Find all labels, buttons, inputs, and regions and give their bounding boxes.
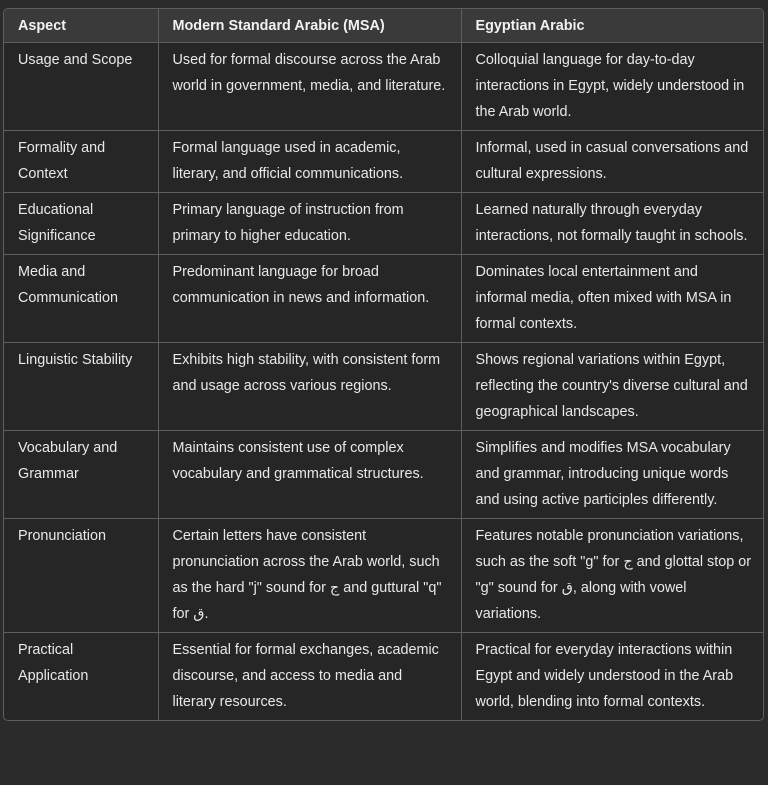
comparison-table-container bbox=[3, 8, 764, 721]
cell-egyptian-arabic: Learned naturally through everyday interactions, not formally taught in schools. bbox=[461, 193, 763, 255]
table-row bbox=[4, 343, 763, 431]
table-row bbox=[4, 633, 763, 721]
cell-msa: Used for formal discourse across the Arab world in government, media, and literature. bbox=[158, 43, 461, 131]
cell-egyptian-arabic: Simplifies and modifies MSA vocabulary and grammar, introducing unique words and using active participles differently. bbox=[461, 431, 763, 519]
table-row bbox=[4, 519, 763, 633]
cell-msa: Primary language of instruction from primary to higher education. bbox=[158, 193, 461, 255]
cell-msa: Essential for formal exchanges, academic discourse, and access to media and literary resources. bbox=[158, 633, 461, 721]
cell-egyptian-arabic: Practical for everyday interactions within Egypt and widely understood in the Arab world, blending into formal contexts. bbox=[461, 633, 763, 721]
cell-aspect: Usage and Scope bbox=[4, 43, 158, 131]
cell-aspect: Pronunciation bbox=[4, 519, 158, 633]
cell-aspect: Media and Communication bbox=[4, 255, 158, 343]
cell-aspect: Formality and Context bbox=[4, 131, 158, 193]
table-row bbox=[4, 193, 763, 255]
table-row bbox=[4, 431, 763, 519]
cell-egyptian-arabic: Informal, used in casual conversations and cultural expressions. bbox=[461, 131, 763, 193]
comparison-table bbox=[4, 9, 763, 720]
header-aspect: Aspect bbox=[4, 9, 158, 43]
cell-msa: Exhibits high stability, with consistent form and usage across various regions. bbox=[158, 343, 461, 431]
table-row bbox=[4, 131, 763, 193]
cell-msa: Formal language used in academic, literary, and official communications. bbox=[158, 131, 461, 193]
cell-egyptian-arabic: Shows regional variations within Egypt, reflecting the country's diverse cultural and geographical landscapes. bbox=[461, 343, 763, 431]
cell-egyptian-arabic: Dominates local entertainment and informal media, often mixed with MSA in formal contexts. bbox=[461, 255, 763, 343]
cell-aspect: Educational Significance bbox=[4, 193, 158, 255]
header-egyptian-arabic: Egyptian Arabic bbox=[461, 9, 763, 43]
cell-msa: Certain letters have consistent pronunciation across the Arab world, such as the hard "j" sound for ج and guttural "q" for ق. bbox=[158, 519, 461, 633]
header-msa: Modern Standard Arabic (MSA) bbox=[158, 9, 461, 43]
cell-egyptian-arabic: Colloquial language for day-to-day interactions in Egypt, widely understood in the Arab world. bbox=[461, 43, 763, 131]
table-header-row bbox=[4, 9, 763, 43]
cell-aspect: Linguistic Stability bbox=[4, 343, 158, 431]
cell-aspect: Vocabulary and Grammar bbox=[4, 431, 158, 519]
table-row bbox=[4, 43, 763, 131]
cell-msa: Maintains consistent use of complex vocabulary and grammatical structures. bbox=[158, 431, 461, 519]
cell-msa: Predominant language for broad communication in news and information. bbox=[158, 255, 461, 343]
cell-aspect: Practical Application bbox=[4, 633, 158, 721]
cell-egyptian-arabic: Features notable pronunciation variations, such as the soft "g" for ج and glottal stop or "g" sound for ق, along with vowel variations. bbox=[461, 519, 763, 633]
table-row bbox=[4, 255, 763, 343]
